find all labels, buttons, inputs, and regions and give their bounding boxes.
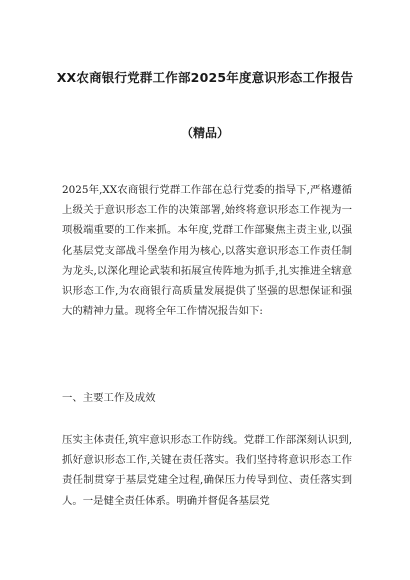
intro-paragraph: 2025年,XX农商银行党群工作部在总行党委的指导下,严格遵循上级关于意识形态工作的决策部署,始终将意识形态工作视为一项极端重要的工作来抓。本年度,党群工作部聚焦主责主业,以强化基层党支部战斗堡垒作用为核心,以落实意识形态工作责任制为龙头,以深化理论武装和拓展宣传阵地为抓手,扎实推进全辖意识形态工作,为农商银行高质量发展提供了坚强的思想保证和强大的精神力量。现将全年工作情况报告如下: xyxy=(62,184,352,318)
section-paragraph: 压实主体责任,筑牢意识形态工作防线。党群工作部深刻认识到,抓好意识形态工作,关键在责任落实。我们坚持将意识形态工作责任制贯穿于基层党建全过程,确保压力传导到位、责任落实到人。一是健全责任体系。明确并督促各基层党 xyxy=(62,434,352,507)
document-subtitle: （精品） xyxy=(180,126,229,140)
document-title: XX农商银行党群工作部2025年度意识形态工作报告 xyxy=(56,70,354,85)
section-heading: 一、主要工作及成效 xyxy=(62,392,156,404)
